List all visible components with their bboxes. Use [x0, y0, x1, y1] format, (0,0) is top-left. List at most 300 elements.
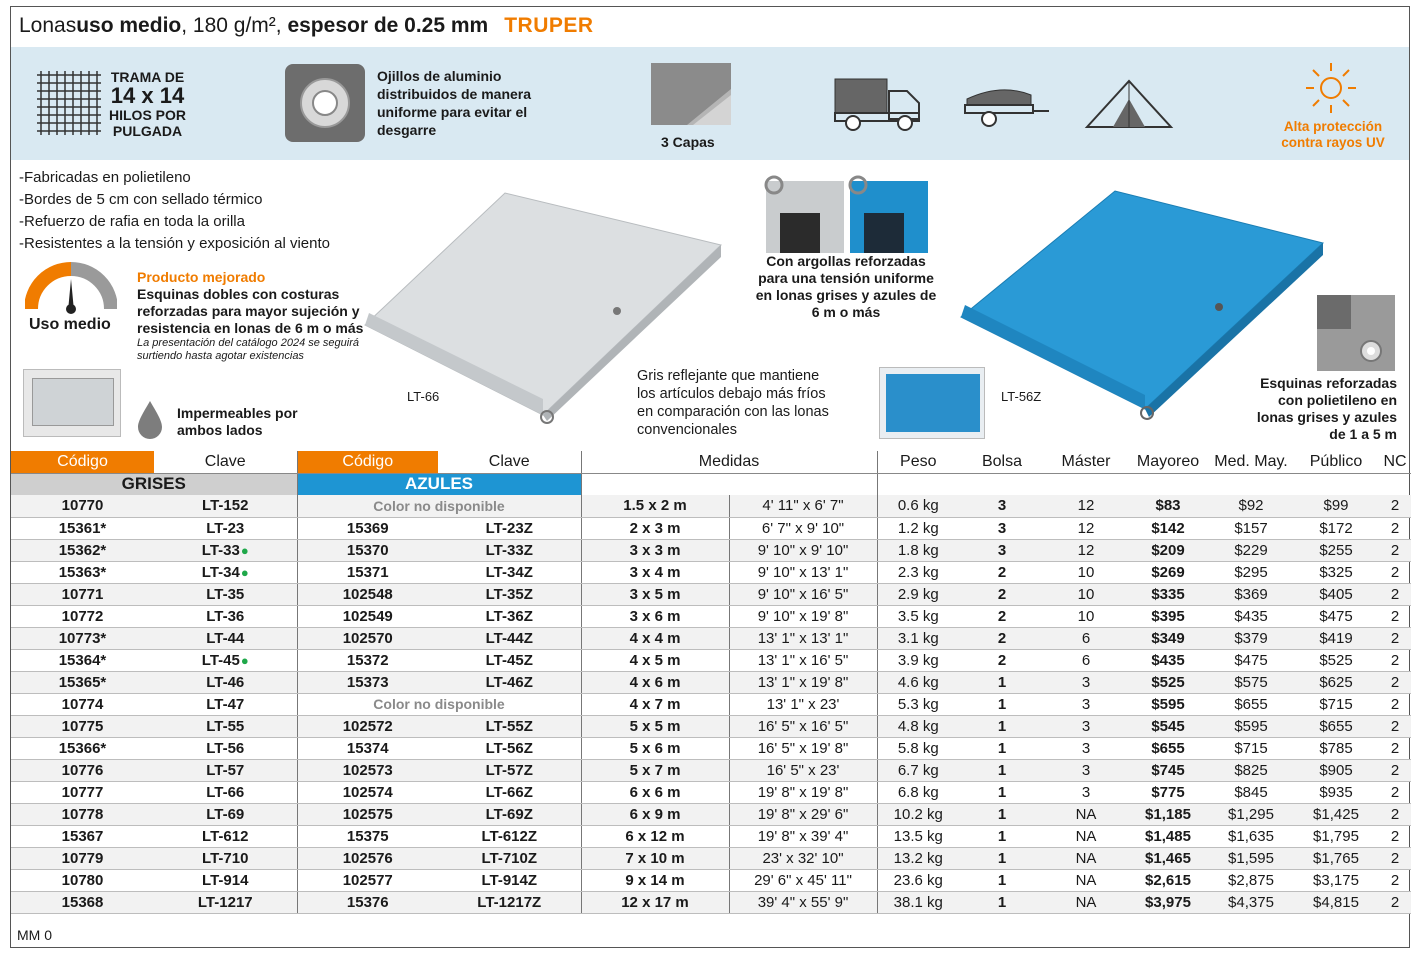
- cell-bolsa: 1: [959, 737, 1045, 759]
- cell-mayoreo: $435: [1127, 649, 1209, 671]
- header-mayoreo: Mayoreo: [1127, 451, 1209, 473]
- cell-peso: 13.2 kg: [877, 847, 959, 869]
- cell-master: 3: [1045, 759, 1127, 781]
- title-prefix: Lonas: [19, 14, 77, 37]
- cell-mayoreo: $1,465: [1127, 847, 1209, 869]
- cell-medida-ft: 16' 5" x 16' 5": [729, 715, 877, 737]
- cell-med-may: $229: [1209, 539, 1293, 561]
- header-clave-blue: Clave: [438, 451, 581, 473]
- cell-codigo-blue: 102573: [297, 759, 438, 781]
- header-master: Máster: [1045, 451, 1127, 473]
- cell-medida-ft: 9' 10" x 13' 1": [729, 561, 877, 583]
- page-title: [11, 7, 1409, 45]
- cell-publico: $655: [1293, 715, 1379, 737]
- clave-grey-text: LT-23: [206, 519, 245, 537]
- cell-clave-blue: LT-69Z: [438, 803, 581, 825]
- cell-codigo-grey: 10778: [11, 803, 154, 825]
- cell-master: NA: [1045, 847, 1127, 869]
- cell-medida-ft: 39' 4" x 55' 9": [729, 891, 877, 913]
- table-row: [11, 869, 1411, 891]
- cell-master: NA: [1045, 891, 1127, 913]
- cell-publico: $1,795: [1293, 825, 1379, 847]
- cell-medida-m: 6 x 12 m: [581, 825, 729, 847]
- reflejante-caption: Gris reflejante que mantiene los artículos debajo más fríos en comparación con las lonas convencionales: [637, 368, 829, 438]
- header-codigo-blue: Código: [297, 451, 438, 473]
- cell-codigo-grey: 15363*: [11, 561, 154, 583]
- cell-peso: 4.6 kg: [877, 671, 959, 693]
- cell-bolsa: 1: [959, 671, 1045, 693]
- cell-master: 12: [1045, 539, 1127, 561]
- header-publico: Público: [1293, 451, 1379, 473]
- cell-medida-m: 4 x 5 m: [581, 649, 729, 671]
- cell-clave-grey: [154, 825, 297, 847]
- cell-codigo-grey: 10770: [11, 495, 154, 517]
- clave-grey-text: LT-66: [206, 783, 245, 801]
- cell-codigo-grey: 10780: [11, 869, 154, 891]
- cell-master: 6: [1045, 649, 1127, 671]
- cell-peso: 2.3 kg: [877, 561, 959, 583]
- cell-bolsa: 1: [959, 891, 1045, 913]
- cell-clave-blue: LT-45Z: [438, 649, 581, 671]
- cell-publico: $1,425: [1293, 803, 1379, 825]
- cell-peso: 4.8 kg: [877, 715, 959, 737]
- cell-mayoreo: $269: [1127, 561, 1209, 583]
- esquinas-caption: Esquinas reforzadas con polietileno en lonas grises y azules de 1 a 5 m: [1256, 375, 1397, 442]
- cell-publico: $475: [1293, 605, 1379, 627]
- cell-master: NA: [1045, 803, 1127, 825]
- cell-publico: $935: [1293, 781, 1379, 803]
- cell-publico: $405: [1293, 583, 1379, 605]
- cell-codigo-blue: 15375: [297, 825, 438, 847]
- cell-peso: 10.2 kg: [877, 803, 959, 825]
- tent-icon: [1083, 77, 1175, 131]
- cell-bolsa: 3: [959, 539, 1045, 561]
- cell-publico: $625: [1293, 671, 1379, 693]
- cell-master: 10: [1045, 605, 1127, 627]
- cell-mayoreo: $2,615: [1127, 869, 1209, 891]
- cell-medida-ft: 29' 6" x 45' 11": [729, 869, 877, 891]
- cell-peso: 5.8 kg: [877, 737, 959, 759]
- cell-nc: 2: [1379, 737, 1411, 759]
- cell-clave-grey: [154, 781, 297, 803]
- cell-codigo-blue: 15370: [297, 539, 438, 561]
- improved-title: Producto mejorado: [137, 269, 266, 285]
- cell-clave-grey: [154, 649, 297, 671]
- group-label-grey: GRISES: [11, 473, 297, 495]
- cell-mayoreo: $775: [1127, 781, 1209, 803]
- clave-grey-text: LT-1217: [197, 893, 253, 911]
- cell-medida-m: 2 x 3 m: [581, 517, 729, 539]
- cell-codigo-grey: 10773*: [11, 627, 154, 649]
- cell-nc: 2: [1379, 869, 1411, 891]
- cell-mayoreo: $335: [1127, 583, 1209, 605]
- cell-master: 10: [1045, 561, 1127, 583]
- cell-master: 3: [1045, 671, 1127, 693]
- table-row: [11, 803, 1411, 825]
- argollas-caption: Con argollas reforzadas para una tensión uniforme en lonas grises y azules de 6 m o más: [755, 253, 937, 320]
- table-row: [11, 627, 1411, 649]
- cell-med-may: $1,595: [1209, 847, 1293, 869]
- catalog-page: [10, 6, 1410, 948]
- cell-medida-m: 4 x 7 m: [581, 693, 729, 715]
- cell-codigo-blue: 102576: [297, 847, 438, 869]
- cell-peso: 6.7 kg: [877, 759, 959, 781]
- cell-clave-blue: LT-46Z: [438, 671, 581, 693]
- cell-publico: $3,175: [1293, 869, 1379, 891]
- cell-med-may: $379: [1209, 627, 1293, 649]
- cell-codigo-grey: 15367: [11, 825, 154, 847]
- cell-no-disponible: Color no disponible: [297, 693, 581, 715]
- clave-grey-text: LT-69: [206, 805, 245, 823]
- cell-clave-grey: [154, 715, 297, 737]
- cell-master: 3: [1045, 715, 1127, 737]
- cell-codigo-blue: 15376: [297, 891, 438, 913]
- table-row: [11, 495, 1411, 517]
- table-row: [11, 715, 1411, 737]
- cell-codigo-blue: 102548: [297, 583, 438, 605]
- header-codigo-grey: Código: [11, 451, 154, 473]
- cell-codigo-grey: 10771: [11, 583, 154, 605]
- cell-nc: 2: [1379, 803, 1411, 825]
- cell-nc: 2: [1379, 517, 1411, 539]
- cell-med-may: $295: [1209, 561, 1293, 583]
- title-bold-1: uso medio: [76, 14, 182, 37]
- cell-medida-ft: 19' 8" x 19' 8": [729, 781, 877, 803]
- cell-medida-ft: 9' 10" x 9' 10": [729, 539, 877, 561]
- cell-nc: 2: [1379, 583, 1411, 605]
- cell-medida-m: 7 x 10 m: [581, 847, 729, 869]
- mesh-icon: [37, 71, 101, 135]
- table-row: [11, 605, 1411, 627]
- cell-med-may: $369: [1209, 583, 1293, 605]
- cell-medida-m: 6 x 6 m: [581, 781, 729, 803]
- cell-clave-blue: LT-23Z: [438, 517, 581, 539]
- cell-clave-blue: LT-66Z: [438, 781, 581, 803]
- cell-nc: 2: [1379, 627, 1411, 649]
- cell-codigo-blue: 102549: [297, 605, 438, 627]
- model-label-grey: LT-66: [407, 389, 440, 404]
- cell-med-may: $715: [1209, 737, 1293, 759]
- cell-nc: 2: [1379, 693, 1411, 715]
- cell-no-disponible: Color no disponible: [297, 495, 581, 517]
- cell-clave-blue: LT-1217Z: [438, 891, 581, 913]
- cell-bolsa: 2: [959, 605, 1045, 627]
- cell-mayoreo: $595: [1127, 693, 1209, 715]
- cell-clave-blue: LT-55Z: [438, 715, 581, 737]
- cell-clave-grey: [154, 803, 297, 825]
- cell-publico: $905: [1293, 759, 1379, 781]
- title-bold-2: espesor de 0.25 mm: [287, 14, 489, 37]
- cell-clave-grey: [154, 693, 297, 715]
- cell-med-may: $655: [1209, 693, 1293, 715]
- cell-peso: 1.2 kg: [877, 517, 959, 539]
- truck-icon: [833, 75, 923, 133]
- cell-peso: 6.8 kg: [877, 781, 959, 803]
- uv-text: Alta protección contra rayos UV: [1281, 119, 1385, 150]
- cell-bolsa: 1: [959, 803, 1045, 825]
- cell-peso: 23.6 kg: [877, 869, 959, 891]
- cell-codigo-blue: 102575: [297, 803, 438, 825]
- capas-text: 3 Capas: [661, 134, 715, 150]
- cell-mayoreo: $3,975: [1127, 891, 1209, 913]
- cell-medida-m: 3 x 5 m: [581, 583, 729, 605]
- cell-master: 3: [1045, 693, 1127, 715]
- cell-nc: 2: [1379, 495, 1411, 517]
- improved-text: Esquinas dobles con costuras reforzadas para mayor sujeción y resistencia en lonas de 6 m o más: [137, 286, 364, 336]
- cell-clave-grey: [154, 561, 297, 583]
- cell-med-may: $4,375: [1209, 891, 1293, 913]
- cell-clave-blue: LT-44Z: [438, 627, 581, 649]
- title-mid: , 180 g/m²,: [181, 14, 288, 37]
- clave-grey-text: LT-710: [202, 849, 249, 867]
- model-label-blue: LT-56Z: [1001, 389, 1042, 404]
- header-bolsa: Bolsa: [959, 451, 1045, 473]
- cell-clave-grey: [154, 583, 297, 605]
- bullet-item: -Refuerzo de rafia en toda la orilla: [19, 213, 245, 230]
- cell-mayoreo: $395: [1127, 605, 1209, 627]
- cell-nc: 2: [1379, 781, 1411, 803]
- reinforced-corner-icon: [1317, 295, 1395, 371]
- cell-mayoreo: $545: [1127, 715, 1209, 737]
- cell-nc: 2: [1379, 649, 1411, 671]
- water-drop-icon: [135, 399, 165, 441]
- cell-master: 12: [1045, 517, 1127, 539]
- cell-medida-ft: 19' 8" x 39' 4": [729, 825, 877, 847]
- clave-grey-text: LT-56: [206, 739, 245, 757]
- corner-swatches-image: [756, 169, 932, 257]
- feature-bar: [11, 47, 1409, 160]
- cell-med-may: $435: [1209, 605, 1293, 627]
- clave-grey-text: LT-47: [206, 695, 245, 713]
- cell-publico: $1,765: [1293, 847, 1379, 869]
- sun-icon: [1303, 61, 1359, 115]
- cell-clave-grey: [154, 627, 297, 649]
- cell-clave-grey: [154, 539, 297, 561]
- cell-publico: $525: [1293, 649, 1379, 671]
- cell-publico: $785: [1293, 737, 1379, 759]
- clave-grey-text: LT-44: [206, 629, 245, 647]
- cell-clave-blue: LT-34Z: [438, 561, 581, 583]
- ojillos-text: Ojillos de aluminio distribuidos de manera uniforme para evitar el desgarre: [377, 68, 532, 138]
- layers-icon: [647, 59, 735, 129]
- package-image-blue: [879, 367, 985, 439]
- cell-publico: $715: [1293, 693, 1379, 715]
- cell-peso: 13.5 kg: [877, 825, 959, 847]
- cell-clave-grey: [154, 847, 297, 869]
- cell-clave-blue: LT-710Z: [438, 847, 581, 869]
- cell-medida-m: 4 x 4 m: [581, 627, 729, 649]
- cell-med-may: $475: [1209, 649, 1293, 671]
- clave-grey-text: LT-55: [206, 717, 245, 735]
- bullet-list: [19, 167, 330, 255]
- cell-peso: 3.5 kg: [877, 605, 959, 627]
- cell-medida-m: 3 x 3 m: [581, 539, 729, 561]
- clave-grey-text: LT-152: [202, 497, 249, 515]
- cell-medida-ft: 13' 1" x 19' 8": [729, 671, 877, 693]
- cell-bolsa: 2: [959, 627, 1045, 649]
- cell-clave-blue: LT-35Z: [438, 583, 581, 605]
- cell-master: NA: [1045, 825, 1127, 847]
- cell-medida-m: 1.5 x 2 m: [581, 495, 729, 517]
- clave-grey-text: LT-612: [202, 827, 249, 845]
- cell-publico: $419: [1293, 627, 1379, 649]
- cell-peso: 2.9 kg: [877, 583, 959, 605]
- cell-bolsa: 1: [959, 759, 1045, 781]
- cell-bolsa: 2: [959, 649, 1045, 671]
- cell-peso: 0.6 kg: [877, 495, 959, 517]
- cell-codigo-grey: 10779: [11, 847, 154, 869]
- cell-mayoreo: $1,185: [1127, 803, 1209, 825]
- cell-bolsa: 1: [959, 869, 1045, 891]
- cell-med-may: $1,295: [1209, 803, 1293, 825]
- cell-peso: 38.1 kg: [877, 891, 959, 913]
- cell-medida-m: 5 x 7 m: [581, 759, 729, 781]
- cell-codigo-grey: 10772: [11, 605, 154, 627]
- gauge-label: Uso medio: [29, 316, 111, 333]
- table-row: [11, 759, 1411, 781]
- cell-master: NA: [1045, 869, 1127, 891]
- cell-master: 12: [1045, 495, 1127, 517]
- cell-medida-ft: 13' 1" x 13' 1": [729, 627, 877, 649]
- cell-nc: 2: [1379, 539, 1411, 561]
- cell-master: 10: [1045, 583, 1127, 605]
- clave-grey-text: LT-34: [201, 563, 240, 581]
- table-row: [11, 825, 1411, 847]
- cell-mayoreo: $83: [1127, 495, 1209, 517]
- cell-nc: 2: [1379, 825, 1411, 847]
- cell-med-may: $595: [1209, 715, 1293, 737]
- cell-peso: 3.9 kg: [877, 649, 959, 671]
- table-row: [11, 561, 1411, 583]
- group-label-blue: AZULES: [297, 473, 581, 495]
- cell-codigo-blue: 15372: [297, 649, 438, 671]
- cell-codigo-blue: 15374: [297, 737, 438, 759]
- table-row: [11, 517, 1411, 539]
- cell-med-may: $2,875: [1209, 869, 1293, 891]
- cell-bolsa: 1: [959, 847, 1045, 869]
- cell-codigo-blue: 102570: [297, 627, 438, 649]
- trama-text: TRAMA DE 14 x 14 HILOS POR PULGADA: [109, 69, 187, 139]
- table-row: [11, 583, 1411, 605]
- table-row: [11, 781, 1411, 803]
- cell-codigo-blue: 15373: [297, 671, 438, 693]
- cell-medida-ft: 4' 11" x 6' 7": [729, 495, 877, 517]
- table-row: [11, 891, 1411, 913]
- cell-codigo-blue: 15371: [297, 561, 438, 583]
- cell-clave-grey: [154, 605, 297, 627]
- cell-codigo-blue: 102574: [297, 781, 438, 803]
- cell-codigo-blue: 102572: [297, 715, 438, 737]
- brand-logo: TRUPER: [504, 14, 594, 37]
- eyelet-icon: [285, 64, 365, 142]
- cell-peso: 3.1 kg: [877, 627, 959, 649]
- cell-codigo-grey: 15362*: [11, 539, 154, 561]
- cell-clave-grey: [154, 737, 297, 759]
- header-clave-grey: Clave: [154, 451, 297, 473]
- cell-nc: 2: [1379, 715, 1411, 737]
- cell-codigo-grey: 15361*: [11, 517, 154, 539]
- cell-codigo-grey: 10777: [11, 781, 154, 803]
- cell-medida-ft: 23' x 32' 10": [729, 847, 877, 869]
- cell-nc: 2: [1379, 759, 1411, 781]
- cell-med-may: $575: [1209, 671, 1293, 693]
- cell-medida-ft: 19' 8" x 29' 6": [729, 803, 877, 825]
- gauge-icon: [25, 259, 117, 315]
- cell-clave-grey: [154, 869, 297, 891]
- cell-bolsa: 2: [959, 583, 1045, 605]
- cell-med-may: $845: [1209, 781, 1293, 803]
- table-row: [11, 649, 1411, 671]
- cell-nc: 2: [1379, 891, 1411, 913]
- cell-bolsa: 1: [959, 781, 1045, 803]
- trailer-icon: [961, 83, 1051, 129]
- improved-note: La presentación del catálogo 2024 se seguirá surtiendo hasta agotar existencias: [137, 337, 359, 362]
- table-row: [11, 737, 1411, 759]
- cell-clave-blue: LT-57Z: [438, 759, 581, 781]
- header-nc: NC: [1379, 451, 1411, 473]
- cell-bolsa: 2: [959, 561, 1045, 583]
- cell-med-may: $1,635: [1209, 825, 1293, 847]
- cell-bolsa: 1: [959, 825, 1045, 847]
- cell-medida-ft: 6' 7" x 9' 10": [729, 517, 877, 539]
- cell-mayoreo: $209: [1127, 539, 1209, 561]
- cell-codigo-grey: 15365*: [11, 671, 154, 693]
- cell-nc: 2: [1379, 561, 1411, 583]
- cell-med-may: $825: [1209, 759, 1293, 781]
- clave-grey-text: LT-33: [201, 541, 240, 559]
- footer-code: MM 0: [17, 927, 52, 943]
- cell-nc: 2: [1379, 671, 1411, 693]
- cell-medida-m: 6 x 9 m: [581, 803, 729, 825]
- cell-publico: $172: [1293, 517, 1379, 539]
- cell-mayoreo: $655: [1127, 737, 1209, 759]
- cell-medida-m: 3 x 6 m: [581, 605, 729, 627]
- cell-medida-m: 5 x 6 m: [581, 737, 729, 759]
- cell-codigo-grey: 10774: [11, 693, 154, 715]
- table-row: [11, 539, 1411, 561]
- table-row: [11, 693, 1411, 715]
- cell-bolsa: 1: [959, 715, 1045, 737]
- cell-medida-m: 12 x 17 m: [581, 891, 729, 913]
- cell-medida-m: 4 x 6 m: [581, 671, 729, 693]
- cell-publico: $255: [1293, 539, 1379, 561]
- bullet-item: -Resistentes a la tensión y exposición al viento: [19, 235, 331, 252]
- cell-clave-blue: LT-56Z: [438, 737, 581, 759]
- cell-mayoreo: $525: [1127, 671, 1209, 693]
- cell-master: 6: [1045, 627, 1127, 649]
- cell-publico: $325: [1293, 561, 1379, 583]
- cell-clave-blue: LT-33Z: [438, 539, 581, 561]
- cell-medida-ft: 16' 5" x 23': [729, 759, 877, 781]
- cell-clave-grey: [154, 891, 297, 913]
- cell-clave-blue: LT-914Z: [438, 869, 581, 891]
- impermeables-text: Impermeables por ambos lados: [177, 405, 298, 438]
- cell-master: 3: [1045, 737, 1127, 759]
- price-table: [11, 451, 1411, 914]
- cell-medida-m: 3 x 4 m: [581, 561, 729, 583]
- table-row: [11, 847, 1411, 869]
- new-indicator-dot: ●: [240, 542, 249, 558]
- cell-med-may: $157: [1209, 517, 1293, 539]
- cell-bolsa: 3: [959, 495, 1045, 517]
- cell-codigo-grey: 15364*: [11, 649, 154, 671]
- cell-medida-ft: 9' 10" x 19' 8": [729, 605, 877, 627]
- cell-medida-ft: 13' 1" x 16' 5": [729, 649, 877, 671]
- new-indicator-dot: ●: [240, 564, 249, 580]
- cell-medida-m: 9 x 14 m: [581, 869, 729, 891]
- cell-peso: 1.8 kg: [877, 539, 959, 561]
- cell-clave-blue: LT-36Z: [438, 605, 581, 627]
